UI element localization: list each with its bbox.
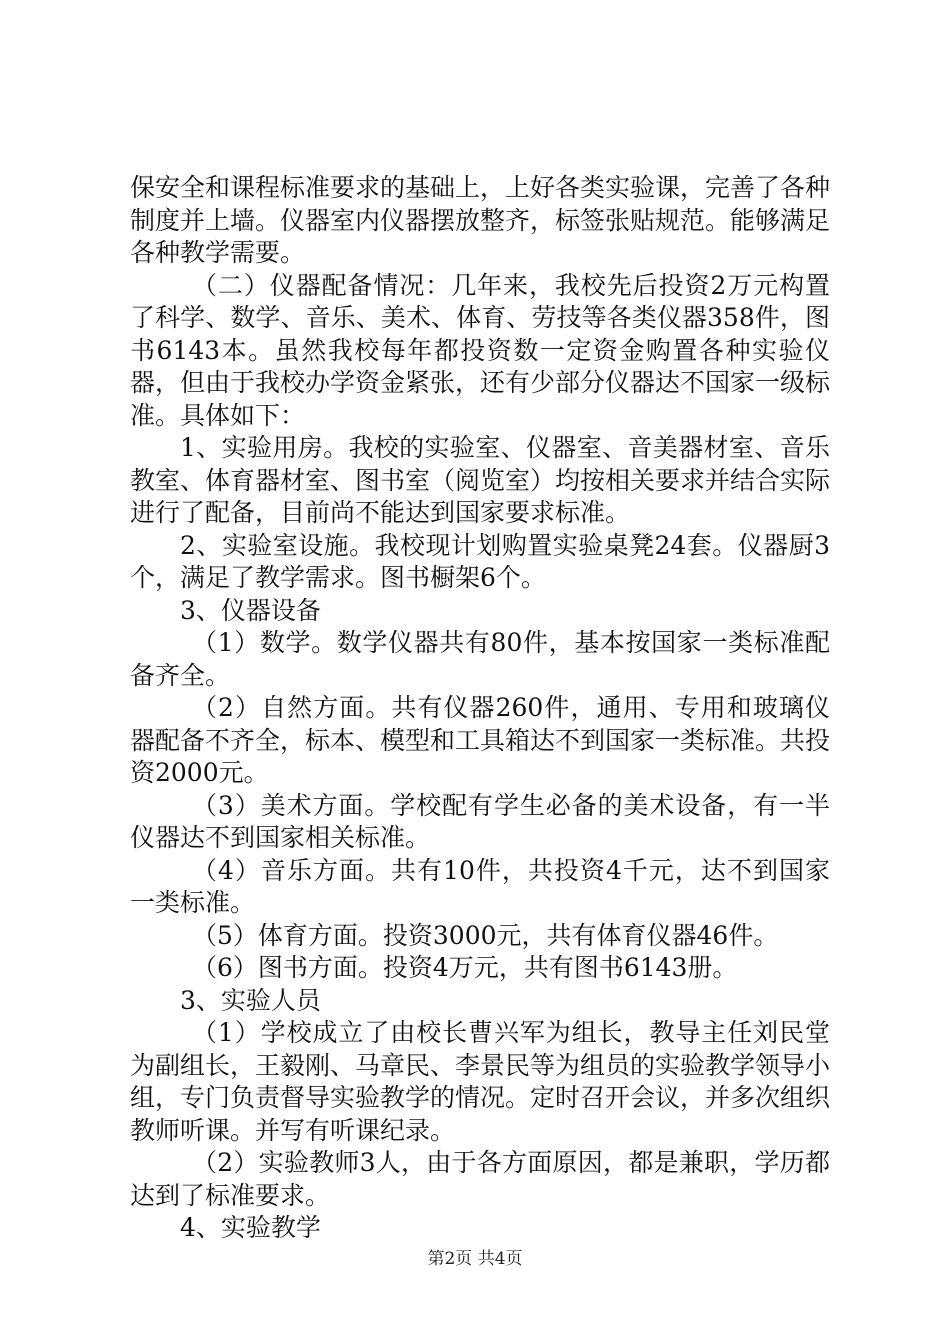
paragraph: 2、实验室设施。我校现计划购置实验桌凳24套。仪器厨3个，满足了教学需求。图书橱架6个。: [130, 530, 830, 592]
paragraph: （1）学校成立了由校长曹兴军为组长，教导主任刘民堂为副组长，王毅刚、马章民、李景民等为组员的实验教学领导小组，专门负责督导实验教学的情况。定时召开会议，并多次组织教师听课。并写有听课纪录。: [130, 1018, 831, 1145]
paragraph: （3）美术方面。学校配有学生必备的美术设备，有一半仪器达不到国家相关标准。: [130, 790, 830, 852]
paragraph: 保安全和课程标准要求的基础上，上好各类实验课，完善了各种制度并上墙。仪器室内仪器摆放整齐，标签张贴规范。能够满足各种教学需要。: [130, 173, 831, 267]
page-footer: 第2页 共4页: [427, 1249, 523, 1269]
paragraph: （4）音乐方面。共有10件，共投资4千元，达不到国家一类标准。: [130, 855, 830, 917]
paragraph: （5）体育方面。投资3000元，共有体育仪器46件。: [192, 920, 779, 950]
paragraph: （2）自然方面。共有仪器260件，通用、专用和玻璃仪器配备不齐全，标本、模型和工具箱达不到国家一类标准。共投资2000元。: [130, 693, 831, 787]
document-body: [130, 172, 830, 1245]
paragraph: 3、仪器设备: [180, 595, 321, 625]
paragraph: （6）图书方面。投资4万元，共有图书6143册。: [192, 953, 738, 982]
paragraph: 1、实验用房。我校的实验室、仪器室、音美器材室、音乐教室、体育器材室、图书室（阅览室）均按相关要求并结合实际进行了配备，目前尚不能达到国家要求标准。: [130, 433, 831, 527]
paragraph: （1）数学。数学仪器共有80件，基本按国家一类标准配备齐全。: [130, 628, 830, 690]
paragraph: （2）实验教师3人，由于各方面原因，都是兼职，学历都达到了标准要求。: [130, 1148, 830, 1210]
paragraph: 3、实验人员: [180, 985, 321, 1015]
paragraph: 4、实验教学: [180, 1213, 321, 1242]
paragraph: （二）仪器配备情况：几年来，我校先后投资2万元构置了科学、数学、音乐、美术、体育、劳技等各类仪器358件，图书6143本。虽然我校每年都投资数一定资金购置各种实验仪器，但由于我校办学资金紧张，还有少部分仪器达不国家一级标准。具体如下：: [130, 270, 831, 430]
